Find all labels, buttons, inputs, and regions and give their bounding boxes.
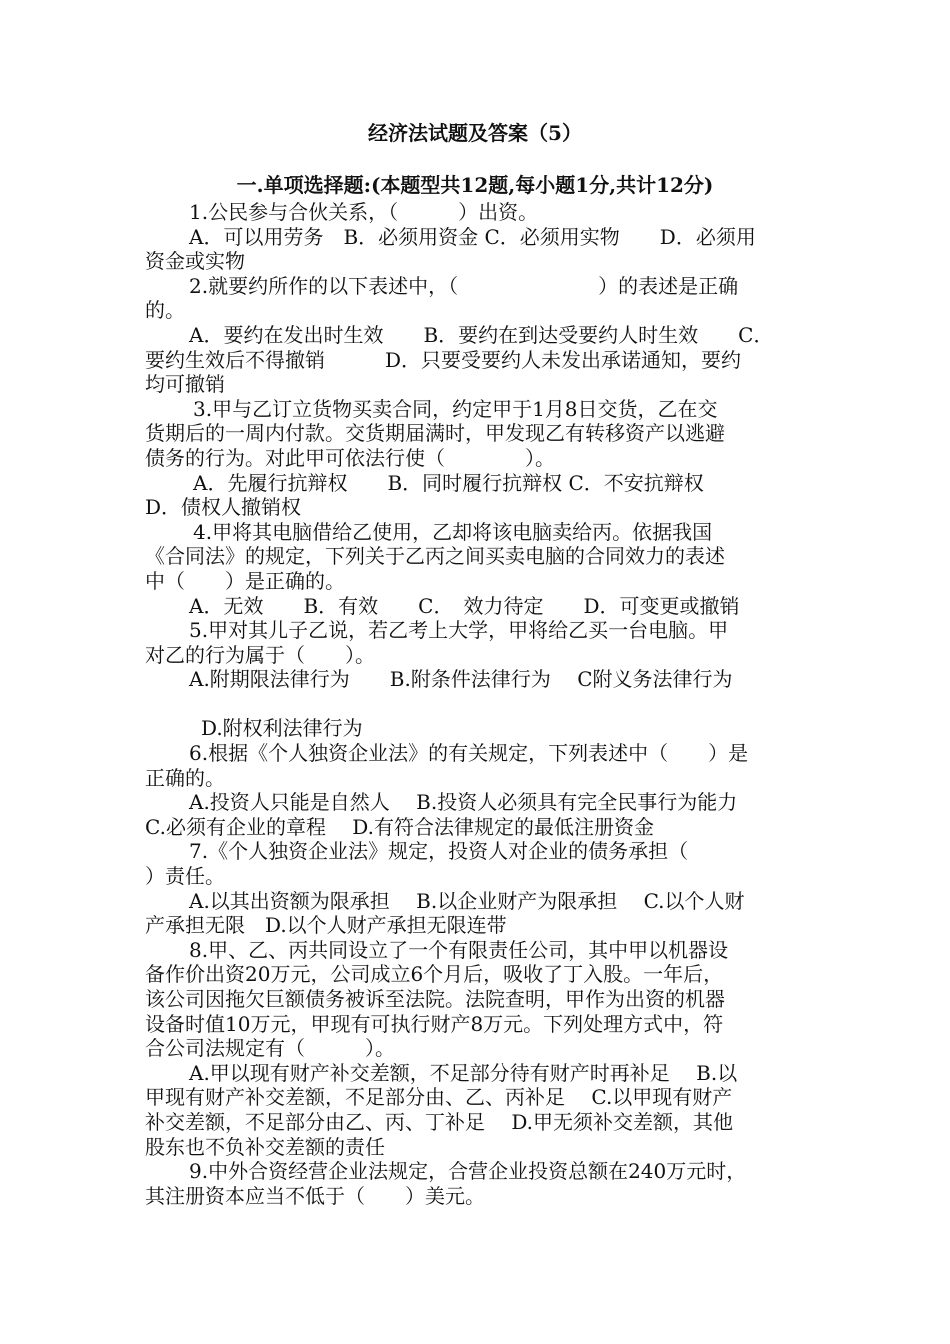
text-line: A.投资人只能是自然人 B.投资人必须具有完全民事行为能力	[189, 790, 738, 815]
text-line: A.以其出资额为限承担 B.以企业财产为限承担 C.以个人财	[189, 888, 745, 913]
text-line: 的。	[145, 298, 185, 323]
text-line: D.附权利法律行为	[201, 716, 363, 741]
text-line: 债务的行为。对此甲可依法行使（ ）。	[145, 445, 555, 470]
text-line: 要约生效后不得撤销 D．只要受要约人未发出承诺通知，要约	[145, 347, 742, 372]
text-line: 备作价出资20万元，公司成立6个月后，吸收了丁入股。一年后，	[145, 962, 724, 987]
text-line: ）责任。	[145, 864, 225, 889]
question-body	[145, 200, 825, 1208]
blank-line	[145, 692, 825, 717]
text-line: A.甲以现有财产补交差额，不足部分待有财产时再补足 B.以	[189, 1060, 738, 1085]
text-line: A．先履行抗辩权 B．同时履行抗辩权 C．不安抗辩权	[193, 470, 704, 495]
section-heading: 一.单项选择题:(本题型共12题,每小题1分,共计12分)	[236, 173, 714, 197]
text-line: 5.甲对其儿子乙说，若乙考上大学，甲将给乙买一台电脑。甲	[189, 618, 729, 643]
text-line: 9.中外合资经营企业法规定，合营企业投资总额在240万元时，	[189, 1159, 747, 1184]
text-line: C.必须有企业的章程 D.有符合法律规定的最低注册资金	[145, 814, 654, 839]
text-line: 对乙的行为属于（ ）。	[145, 642, 375, 667]
text-line: 2.就要约所作的以下表述中，（ ）的表述是正确	[189, 273, 739, 298]
text-line: 补交差额，不足部分由乙、丙、丁补足 D.甲无须补交差额，其他	[145, 1109, 734, 1134]
text-line: 均可撤销	[145, 372, 225, 397]
text-line: 7.《个人独资企业法》规定，投资人对企业的债务承担（	[189, 839, 689, 864]
text-line: 6.根据《个人独资企业法》的有关规定，下列表述中（ ）是	[189, 741, 749, 766]
text-line: 《合同法》的规定，下列关于乙丙之间买卖电脑的合同效力的表述	[145, 544, 725, 569]
text-line: 合公司法规定有（ ）。	[145, 1036, 395, 1061]
text-line: 其注册资本应当不低于（ ）美元。	[145, 1183, 485, 1208]
text-line: 资金或实物	[145, 249, 245, 274]
text-line: 产承担无限 D.以个人财产承担无限连带	[145, 913, 507, 938]
text-line: 该公司因拖欠巨额债务被诉至法院。法院查明，甲作为出资的机器	[145, 987, 725, 1011]
text-line: 4.甲将其电脑借给乙使用，乙却将该电脑卖给丙。依据我国	[193, 519, 713, 544]
text-line: 正确的。	[145, 765, 225, 790]
text-line: 甲现有财产补交差额，不足部分由、乙、丙补足 C.以甲现有财产	[145, 1085, 733, 1110]
text-line: A．可以用劳务 B．必须用资金 C．必须用实物 D．必须用	[189, 224, 756, 249]
text-line: 8.甲、乙、丙共同设立了一个有限责任公司，其中甲以机器设	[189, 937, 729, 962]
text-line: 设备时值10万元，甲现有可执行财产8万元。下列处理方式中，符	[145, 1011, 724, 1036]
text-line: 货期后的一周内付款。交货期届满时，甲发现乙有转移资产以逃避	[145, 421, 725, 446]
text-line: A.附期限法律行为 B.附条件法律行为 C附义务法律行为	[189, 667, 733, 692]
text-line: 1.公民参与合伙关系，（ ）出资。	[189, 200, 539, 224]
text-line: A．无效 B．有效 C． 效力待定 D．可变更或撤销	[189, 593, 740, 618]
text-line: 中（ ）是正确的。	[145, 568, 345, 593]
text-line: D．债权人撤销权	[145, 495, 302, 520]
text-line: 股东也不负补交差额的责任	[145, 1134, 385, 1159]
text-line: 3.甲与乙订立货物买卖合同，约定甲于1月8日交货，乙在交	[193, 396, 718, 421]
text-line: A．要约在发出时生效 B．要约在到达受要约人时生效 C．	[189, 322, 774, 347]
document-title: 经济法试题及答案（5）	[368, 121, 582, 145]
